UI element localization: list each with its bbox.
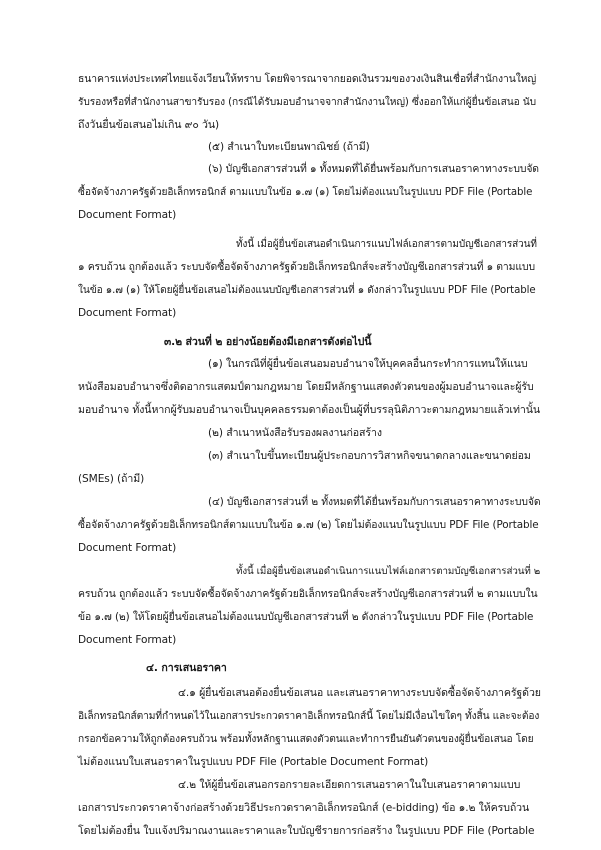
- text-line: (SMEs) (ถ้ามี): [78, 473, 145, 485]
- section-heading: ๔. การเสนอราคา: [146, 662, 227, 674]
- text-line: กรอกข้อความให้ถูกต้องครบถ้วน พร้อมทั้งหลักฐานแสดงตัวตนและทำการยืนยันตัวตนของผู้ยื่นข้อเสนอ โดย: [78, 734, 534, 745]
- text-line: ถึงวันยื่นข้อเสนอไม่เกิน ๙๐ วัน): [78, 119, 219, 131]
- text-line: เอกสารประกวดราคาจ้างก่อสร้างด้วยวิธีประกวดราคาอิเล็กทรอนิกส์ (e-bidding) ข้อ ๑.๒ ให้ครบถ้วน: [78, 802, 530, 814]
- text-line: ซื้อจัดจ้างภาครัฐด้วยอิเล็กทรอนิกส์ตามแบบในข้อ ๑.๗ (๒) โดยไม่ต้องแนบในรูปแบบ PDF File (Portable: [78, 519, 539, 531]
- text-line: ไม่ต้องแนบใบเสนอราคาในรูปแบบ PDF File (Portable Document Format): [78, 756, 429, 768]
- list-item: (๕) สำเนาใบทะเบียนพาณิชย์ (ถ้ามี): [208, 141, 370, 153]
- list-item: (๒) สำเนาหนังสือรับรองผลงานก่อสร้าง: [208, 427, 382, 439]
- list-item: (๔) บัญชีเอกสารส่วนที่ ๒ ทั้งหมดที่ได้ยื่นพร้อมกับการเสนอราคาทางระบบจัด: [208, 496, 541, 508]
- text-line: อิเล็กทรอนิกส์ตามที่กำหนดไว้ในเอกสารประกวดราคาอิเล็กทรอนิกส์นี้ โดยไม่มีเงื่อนไขใดๆ ทั้งสิ้น และจะต้อง: [78, 711, 540, 722]
- text-line: รับรองหรือที่สำนักงานสาขารับรอง (กรณีได้รับมอบอำนาจจากสำนักงานใหญ่) ซึ่งออกให้แก่ผู้ยื่นข้อเสนอ นับ: [78, 97, 536, 108]
- text-line: ๑ ครบถ้วน ถูกต้องแล้ว ระบบจัดซื้อจัดจ้างภาครัฐด้วยอิเล็กทรอนิกส์จะสร้างบัญชีเอกสารส่วนที่ ๑ ตามแบบ: [78, 261, 535, 273]
- text-line: ซื้อจัดจ้างภาครัฐด้วยอิเล็กทรอนิกส์ ตามแบบในข้อ ๑.๗ (๑) โดยไม่ต้องแนบในรูปแบบ PDF File (Portable: [78, 187, 533, 198]
- list-item: (๖) บัญชีเอกสารส่วนที่ ๑ ทั้งหมดที่ได้ยื่นพร้อมกับการเสนอราคาทางระบบจัด: [208, 163, 539, 175]
- text-line: โดยไม่ต้องยื่น ใบแจ้งปริมาณงานและราคาและใบบัญชีรายการก่อสร้าง ในรูปแบบ PDF File (Portable: [78, 825, 535, 837]
- text-line: Document Format): [78, 634, 177, 646]
- text-line: หนังสือมอบอำนาจซึ่งติดอากรแสตมป์ตามกฎหมาย โดยมีหลักฐานแสดงตัวตนของผู้มอบอำนาจและผู้รับ: [78, 381, 534, 393]
- text-line: ครบถ้วน ถูกต้องแล้ว ระบบจัดซื้อจัดจ้างภาครัฐด้วยอิเล็กทรอนิกส์จะสร้างบัญชีเอกสารส่วนที่ ๒ ตามแบบใน: [78, 588, 538, 600]
- text-line: ธนาคารแห่งประเทศไทยแจ้งเวียนให้ทราบ โดยพิจารณาจากยอดเงินรวมของวงเงินสินเชื่อที่สำนักงานใหญ่: [78, 73, 537, 85]
- text-line: Document Format): [78, 209, 177, 221]
- text-line: มอบอำนาจ ทั้งนี้หากผู้รับมอบอำนาจเป็นบุคคลธรรมดาต้องเป็นผู้ที่บรรลุนิติภาวะตามกฎหมายแล้วเท่านั้น: [78, 404, 540, 416]
- text-line: ข้อ ๑.๗ (๒) ให้โดยผู้ยื่นข้อเสนอไม่ต้องแนบบัญชีเอกสารส่วนที่ ๒ ดังกล่าวในรูปแบบ PDF File (Portable: [78, 611, 534, 623]
- list-item: (๓) สำเนาใบขึ้นทะเบียนผู้ประกอบการวิสาหกิจขนาดกลางและขนาดย่อม: [208, 450, 531, 462]
- text-line: ทั้งนี้ เมื่อผู้ยื่นข้อเสนอดำเนินการแนบไฟล์เอกสารตามบัญชีเอกสารส่วนที่ ๒: [236, 566, 541, 577]
- list-item: ๔.๑ ผู้ยื่นข้อเสนอต้องยื่นข้อเสนอ และเสนอราคาทางระบบจัดซื้อจัดจ้างภาครัฐด้วย: [178, 687, 541, 699]
- text-line: ในข้อ ๑.๗ (๑) ให้โดยผู้ยื่นข้อเสนอไม่ต้องแนบบัญชีเอกสารส่วนที่ ๑ ดังกล่าวในรูปแบบ PDF File (Portable: [78, 285, 536, 296]
- text-line: Document Format): [78, 307, 177, 319]
- text-line: Document Format): [78, 542, 177, 554]
- list-item: ๔.๒ ให้ผู้ยื่นข้อเสนอกรอกรายละเอียดการเสนอราคาในใบเสนอราคาตามแบบ: [178, 779, 521, 791]
- list-item: (๑) ในกรณีที่ผู้ยื่นข้อเสนอมอบอำนาจให้บุคคลอื่นกระทำการแทนให้แนบ: [208, 358, 528, 370]
- text-line: ทั้งนี้ เมื่อผู้ยื่นข้อเสนอดำเนินการแนบไฟล์เอกสารตามบัญชีเอกสารส่วนที่: [236, 239, 537, 250]
- section-heading: ๓.๒ ส่วนที่ ๒ อย่างน้อยต้องมีเอกสารดังต่อไปนี้: [164, 336, 372, 348]
